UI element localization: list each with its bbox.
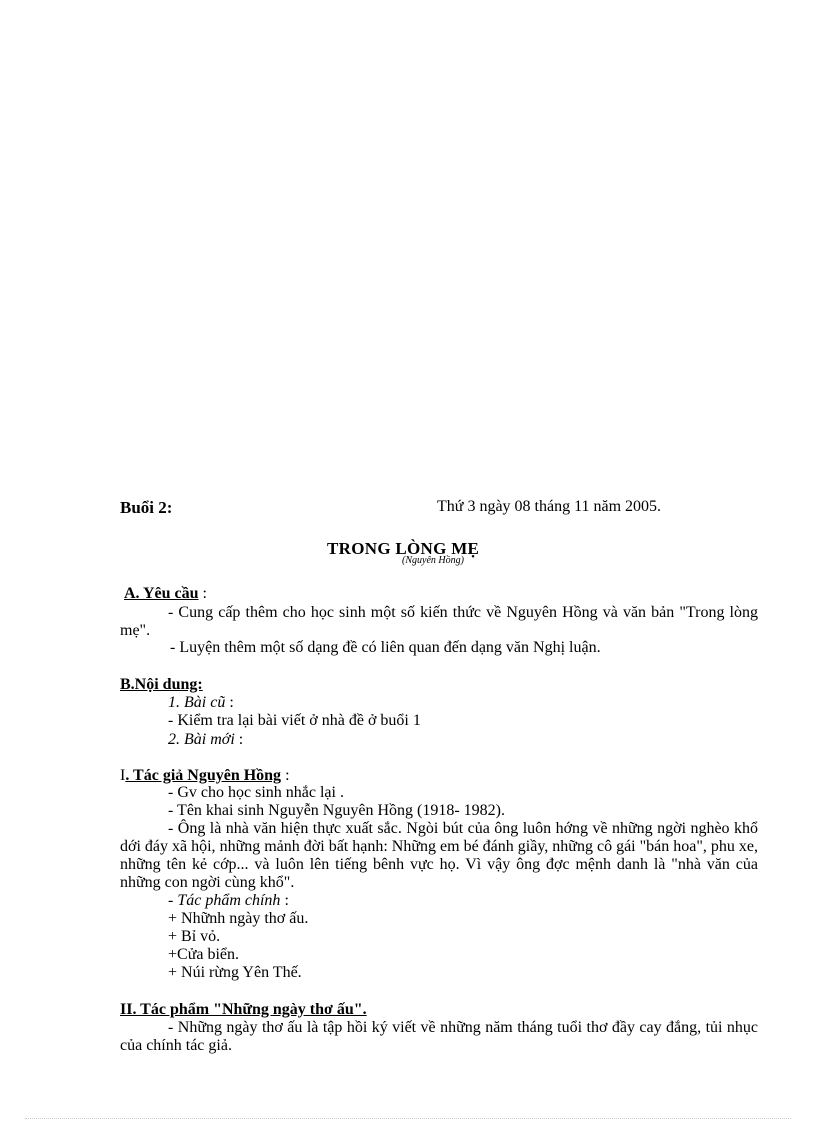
session-label: Buổi 2: xyxy=(120,498,173,517)
works-item-4: + Núi rừng Yên Thế. xyxy=(168,964,302,981)
section-a-item-2: - Luyện thêm một số dạng đề có liên quan đến dạng văn Nghị luận. xyxy=(170,639,601,656)
section-1-item-3: - Ông là nhà văn hiện thực xuất sắc. Ngòi bút của ông luôn hớng về những ngời nghèo khổ dới đáy xã hội, những mảnh đời bất hạnh: Những em bé đánh giầy, những cô gái "bán hoa", phu xe, những tên kẻ cớp... và luôn lên tiếng bênh vực họ. Vì vậy ông đợc mệnh danh là "nhà văn của những con ngời cùng khổ". xyxy=(120,820,758,891)
author-subtitle: (Nguyên Hồng) xyxy=(402,555,464,566)
page-bottom-divider xyxy=(25,1118,791,1119)
section-1-item-1: - Gv cho học sinh nhắc lại . xyxy=(168,784,344,801)
new-lesson-title: 2. Bài mới xyxy=(168,731,235,748)
section-1-title: . Tác giả Nguyên Hồng xyxy=(125,767,282,784)
date-line: Thứ 3 ngày 08 tháng 11 năm 2005. xyxy=(437,498,662,515)
section-a-heading xyxy=(124,585,207,603)
old-lesson-item: - Kiểm tra lại bài viết ở nhà đề ở buổi 1 xyxy=(168,712,421,729)
section-1-colon: : xyxy=(281,767,290,784)
section-b-heading: B.Nội dung: xyxy=(120,676,203,693)
works-item-1: + Nhữnh ngày thơ ấu. xyxy=(168,910,309,927)
works-heading xyxy=(168,892,289,910)
works-colon: : xyxy=(280,892,289,909)
old-lesson-colon: : xyxy=(225,694,234,711)
page-title: TRONG LÒNG MẸ xyxy=(327,539,480,558)
section-1-prefix: I xyxy=(120,767,126,784)
old-lesson-heading xyxy=(168,694,234,712)
works-title: - Tác phẩm chính xyxy=(168,892,281,909)
works-item-2: + Bỉ vỏ. xyxy=(168,928,221,945)
new-lesson-heading xyxy=(168,731,243,749)
section-a-item-1: - Cung cấp thêm cho học sinh một số kiến thức về Nguyên Hồng và văn bản "Trong lòng mẹ". xyxy=(120,604,758,639)
works-item-3: +Cửa biển. xyxy=(168,946,240,963)
new-lesson-colon: : xyxy=(234,731,244,748)
section-a-colon: : xyxy=(198,585,207,602)
section-2-heading: II. Tác phẩm "Những ngày thơ ấu". xyxy=(120,1001,367,1018)
section-1-item-2: - Tên khai sinh Nguyễn Nguyên Hồng (1918- 1982). xyxy=(168,802,505,819)
old-lesson-title: 1. Bài cũ xyxy=(168,694,226,711)
section-2-item-1: - Những ngày thơ ấu là tập hồi ký viết về những năm tháng tuổi thơ đầy cay đắng, tủi nhục của chính tác giả. xyxy=(120,1019,758,1054)
section-1-heading xyxy=(120,767,290,785)
section-a-title: A. Yêu cầu xyxy=(124,585,199,602)
